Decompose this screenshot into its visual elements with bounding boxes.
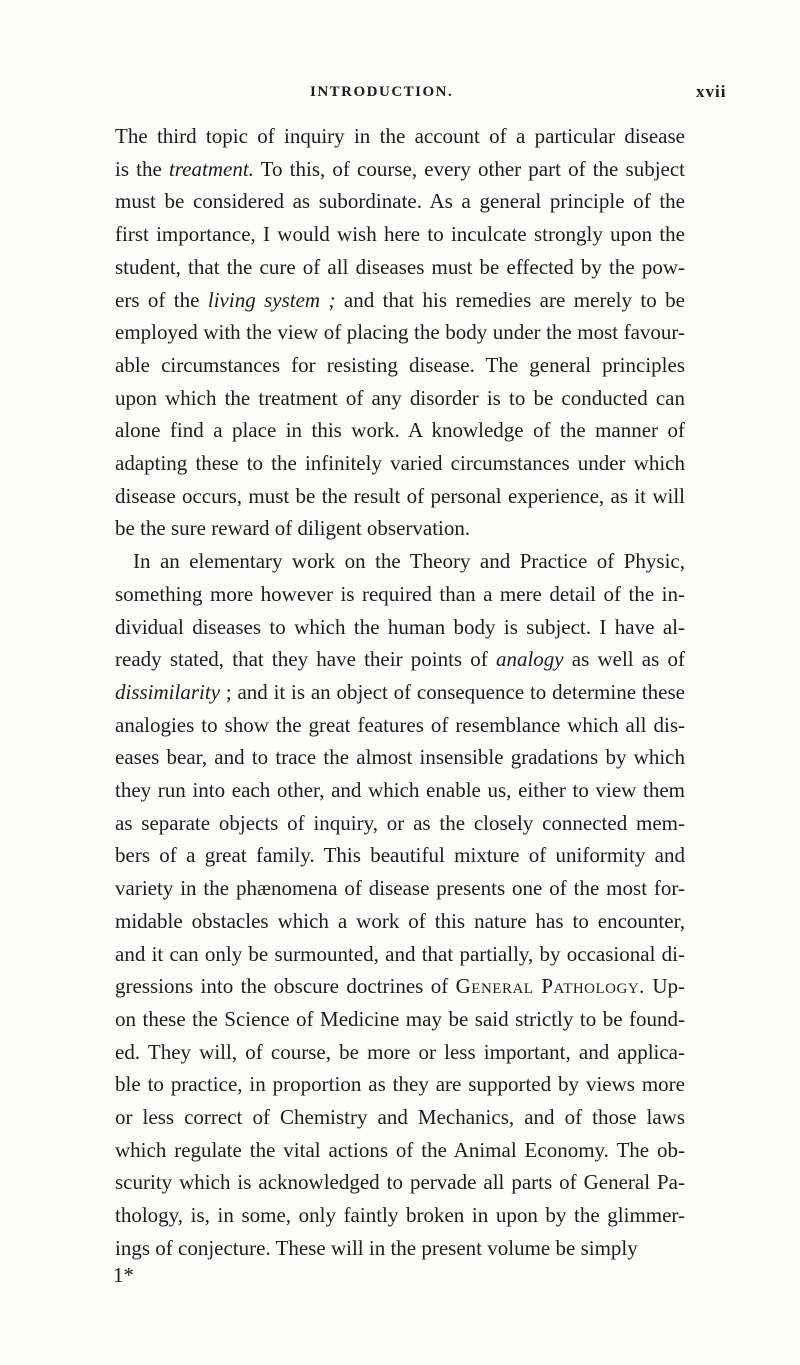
text-run: and that his remedies are merely to be: [335, 288, 685, 312]
text-run: disease occurs, must be the result of personal experience, as it will: [115, 484, 685, 508]
text-run: analogies to show the great features of resemblance which all dis-: [115, 713, 685, 737]
text-line: [115, 1134, 685, 1166]
text-line: [115, 611, 685, 643]
text-run: scurity which is acknowledged to pervade all parts of General Pa-: [115, 1170, 685, 1194]
text-run: To this, of course, every other part of the subject: [253, 157, 686, 181]
text-run: on these the Science of Medicine may be said strictly to be found-: [115, 1007, 685, 1031]
text-run: ed. They will, of course, be more or less important, and applica-: [115, 1040, 685, 1064]
page-number: xvii: [696, 82, 727, 101]
text-line: [115, 316, 685, 348]
text-run: employed with the view of placing the body under the most favour-: [115, 320, 685, 344]
text-run: The third topic of inquiry in the account of a particular disease: [115, 124, 685, 148]
text-line: [115, 1101, 685, 1133]
text-line: [115, 185, 685, 217]
italic-text: dissimilarity: [115, 680, 221, 704]
text-run: midable obstacles which a work of this nature has to encounter,: [115, 909, 685, 933]
text-run: dividual diseases to which the human body is subject. I have al-: [115, 615, 685, 639]
signature-mark: 1*: [113, 1263, 134, 1287]
text-run: must be considered as subordinate. As a general principle of the: [115, 189, 685, 213]
text-run: thology, is, in some, only faintly broken in upon by the glimmer-: [115, 1203, 685, 1227]
text-line: [115, 807, 685, 839]
text-line: [115, 414, 685, 446]
text-line: [115, 970, 685, 1002]
text-line: [115, 480, 685, 512]
text-line: [115, 1199, 685, 1231]
body-text: [0, 120, 800, 1350]
text-line: [115, 218, 685, 250]
text-run: first importance, I would wish here to inculcate strongly upon the: [115, 222, 685, 246]
text-run: as well as of: [563, 647, 685, 671]
italic-text: analogy: [495, 647, 564, 671]
text-line: [115, 1036, 685, 1068]
text-run: In an elementary work on the Theory and Practice of Physic,: [133, 549, 685, 573]
text-line: [115, 120, 685, 152]
small-caps-text: General Pathology.: [455, 974, 645, 998]
text-line: [115, 1003, 685, 1035]
text-line: [115, 447, 685, 479]
text-run: they run into each other, and which enable us, either to view them: [115, 778, 685, 802]
running-title: INTRODUCTION.: [310, 84, 454, 100]
text-line: [115, 872, 685, 904]
text-line: [115, 676, 685, 708]
text-line: [115, 153, 685, 185]
text-line: [115, 1232, 685, 1264]
text-run: eases bear, and to trace the almost insensible gradations by which: [115, 745, 685, 769]
text-run: adapting these to the infinitely varied circumstances under which: [115, 451, 685, 475]
text-line: [115, 1068, 685, 1100]
text-run: ready stated, that they have their points of: [115, 647, 496, 671]
text-line: [115, 741, 685, 773]
text-line: [133, 545, 685, 577]
text-run: alone find a place in this work. A knowledge of the manner of: [115, 418, 685, 442]
text-run: upon which the treatment of any disorder is to be conducted can: [115, 386, 685, 410]
text-line: [115, 251, 685, 283]
text-run: ble to practice, in proportion as they are supported by views more: [115, 1072, 685, 1096]
text-line: [115, 905, 685, 937]
text-run: gressions into the obscure doctrines of: [115, 974, 456, 998]
text-run: Up-: [644, 974, 685, 998]
text-run: something more however is required than a mere detail of the in-: [115, 582, 685, 606]
text-run: is the: [115, 157, 169, 181]
text-line: [115, 382, 685, 414]
text-run: be the sure reward of diligent observation.: [115, 516, 471, 540]
text-run: able circumstances for resisting disease. The general principles: [115, 353, 685, 377]
text-run: which regulate the vital actions of the Animal Economy. The ob-: [115, 1138, 685, 1162]
text-run: bers of a great family. This beautiful mixture of uniformity and: [115, 843, 685, 867]
text-line: [115, 349, 685, 381]
text-run: ; and it is an object of consequence to determine these: [220, 680, 685, 704]
text-run: variety in the phænomena of disease presents one of the most for-: [115, 876, 685, 900]
text-line: [115, 1166, 685, 1198]
text-run: ings of conjecture. These will in the present volume be simply: [115, 1236, 638, 1260]
text-run: student, that the cure of all diseases must be effected by the pow-: [115, 255, 685, 279]
text-run: and it can only be surmounted, and that partially, by occasional di-: [115, 942, 685, 966]
text-run: ers of the: [115, 288, 208, 312]
text-line: [115, 709, 685, 741]
text-line: [115, 512, 685, 544]
text-line: [115, 774, 685, 806]
italic-text: living system ;: [207, 288, 336, 312]
text-line: [115, 578, 685, 610]
text-line: [115, 284, 685, 316]
text-run: as separate objects of inquiry, or as the closely connected mem-: [115, 811, 685, 835]
text-line: [115, 643, 685, 675]
text-run: or less correct of Chemistry and Mechanics, and of those laws: [115, 1105, 685, 1129]
italic-text: treatment.: [168, 157, 254, 181]
text-line: [115, 839, 685, 871]
text-line: [115, 938, 685, 970]
